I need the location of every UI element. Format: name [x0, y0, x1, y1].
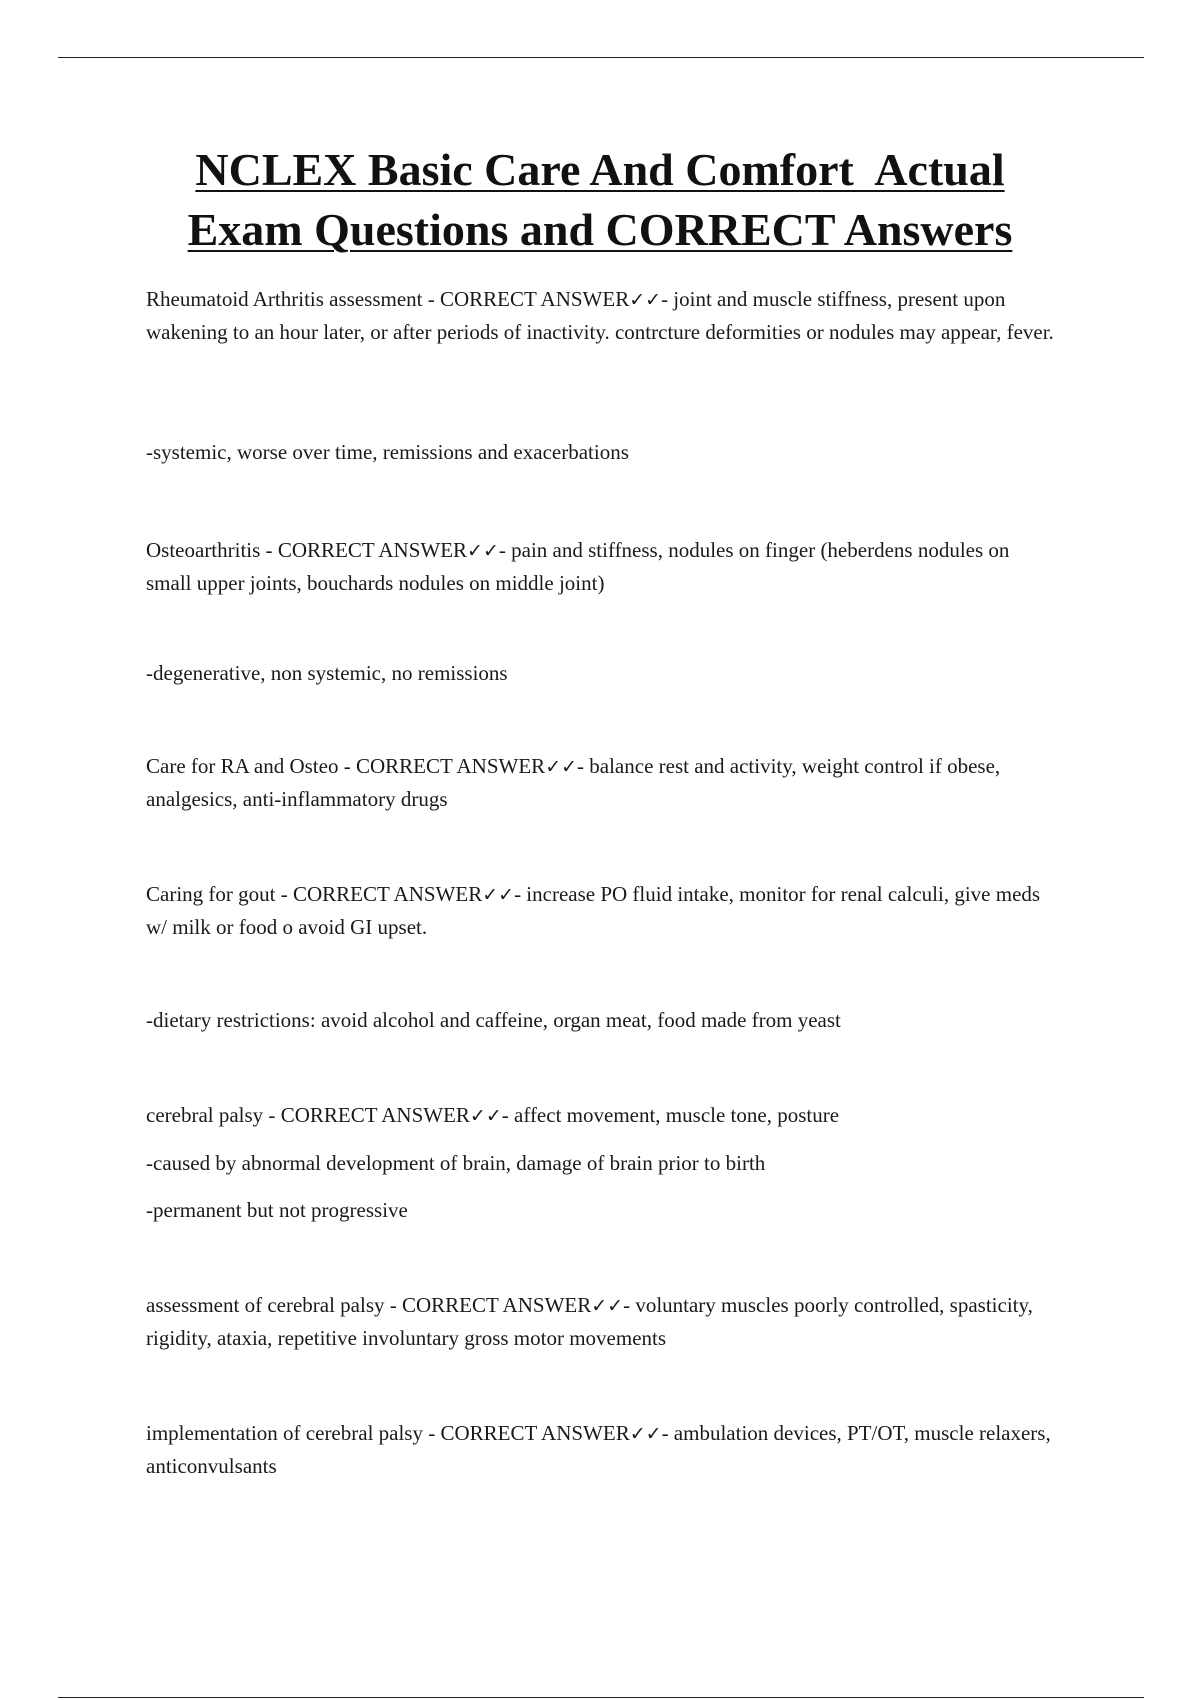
title-line-1: NCLEX Basic Care And Comfort Actual [195, 144, 1005, 195]
check-marks-icon: ✓✓ [591, 1295, 624, 1317]
note-cp-cause: -caused by abnormal development of brain, damage of brain prior to birth [146, 1151, 766, 1175]
answer-marker: CORRECT ANSWER [292, 882, 483, 906]
check-marks-icon: ✓✓ [467, 540, 499, 562]
answer-text: - increase PO fluid intake, monitor for renal calculi, give meds w/ milk or food o avoid GI upset. [146, 882, 1041, 939]
qa-cerebral-palsy [146, 1099, 1056, 1132]
question-term: Osteoarthritis - [146, 538, 278, 562]
qa-osteoarthritis [146, 534, 1056, 599]
answer-marker: CORRECT ANSWER [280, 1103, 470, 1127]
answer-text: - voluntary muscles poorly controlled, spasticity, rigidity, ataxia, repetitive involuntary gross motor movements [146, 1293, 1033, 1350]
note-ra-systemic: -systemic, worse over time, remissions and exacerbations [146, 440, 629, 464]
check-marks-icon: ✓✓ [469, 1105, 502, 1127]
question-term: cerebral palsy - [146, 1103, 281, 1127]
check-marks-icon: ✓✓ [545, 756, 578, 778]
bottom-rule [58, 1697, 1144, 1698]
check-marks-icon: ✓✓ [629, 1423, 662, 1445]
answer-text: - ambulation devices, PT/OT, muscle relaxers, anticonvulsants [146, 1421, 1051, 1478]
answer-text: - affect movement, muscle tone, posture [501, 1103, 840, 1127]
check-marks-icon: ✓✓ [482, 884, 515, 906]
title-line-2: Exam Questions and CORRECT Answers [187, 204, 1013, 255]
qa-assessment-cerebral-palsy [146, 1289, 1056, 1354]
question-term: assessment of cerebral palsy - [146, 1293, 402, 1317]
question-term: implementation of cerebral palsy - [146, 1421, 441, 1445]
qa-caring-for-gout [146, 878, 1056, 943]
question-term: Caring for gout - [146, 882, 293, 906]
note-gout-diet: -dietary restrictions: avoid alcohol and caffeine, organ meat, food made from yeast [146, 1008, 841, 1032]
answer-marker: CORRECT ANSWER [277, 538, 468, 562]
answer-marker: CORRECT ANSWER [402, 1293, 592, 1317]
check-marks-icon: ✓✓ [629, 289, 662, 311]
question-term: Care for RA and Osteo - [146, 754, 356, 778]
qa-care-ra-osteo [146, 750, 1056, 815]
qa-rheumatoid-arthritis-assessment [146, 283, 1056, 348]
answer-marker: CORRECT ANSWER [355, 754, 546, 778]
answer-marker: CORRECT ANSWER [440, 1421, 630, 1445]
top-rule [58, 57, 1144, 58]
qa-implementation-cerebral-palsy [146, 1417, 1056, 1482]
document-title [60, 140, 1140, 260]
question-term: Rheumatoid Arthritis assessment - [146, 287, 440, 311]
answer-text: - joint and muscle stiffness, present upon wakening to an hour later, or after periods of inactivity. contrcture deformities or nodules may appear, fever. [146, 287, 1054, 344]
note-cp-permanent: -permanent but not progressive [146, 1198, 408, 1222]
answer-text: - pain and stiffness, nodules on finger (heberdens nodules on small upper joints, bouchards nodules on middle joint) [146, 538, 1010, 595]
answer-text: - balance rest and activity, weight control if obese, analgesics, anti-inflammatory drugs [146, 754, 1001, 811]
note-oa-degenerative: -degenerative, non systemic, no remissions [146, 661, 508, 685]
answer-marker: CORRECT ANSWER [439, 287, 630, 311]
